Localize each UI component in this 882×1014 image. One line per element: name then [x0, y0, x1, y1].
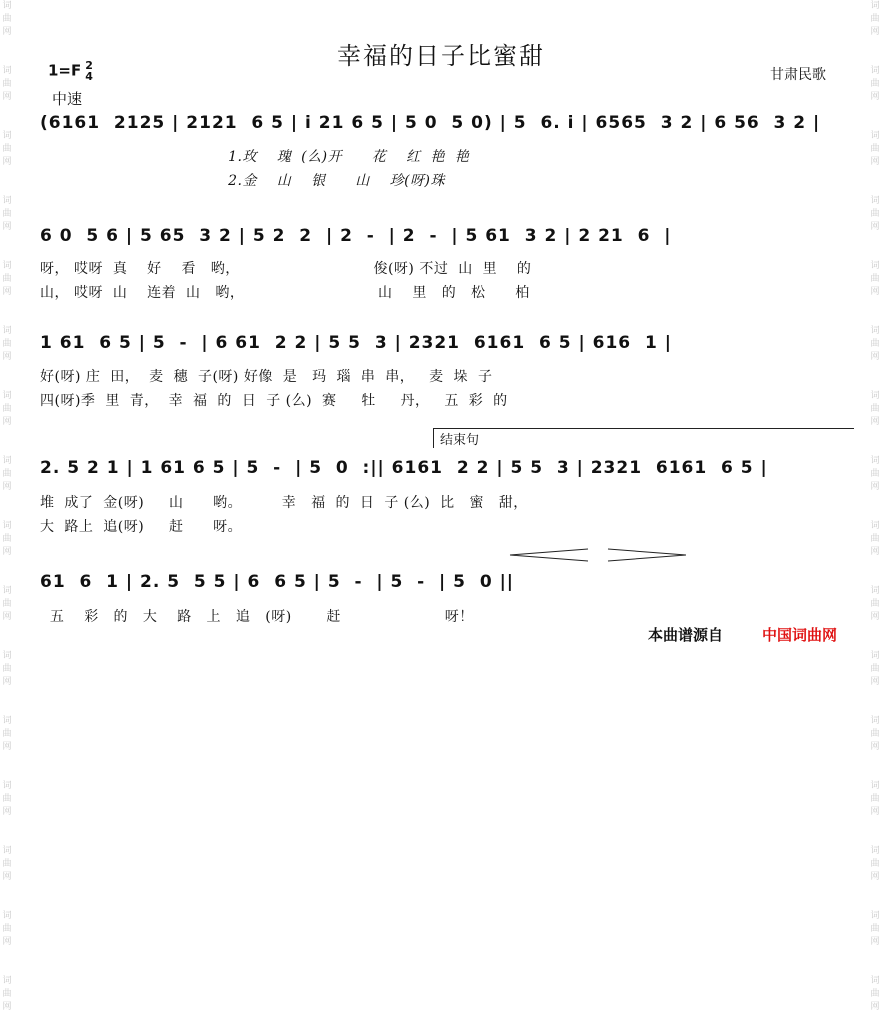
time-signature [85, 60, 93, 82]
notation-line-2: 6 0 5 6 | 5 65 3 2 | 5 2 2 | 2 - | 2 - | 5 61 3 2 | 2 21 6 | [40, 226, 672, 246]
time-denominator: 4 [85, 70, 93, 83]
key-text: 1=F [48, 61, 82, 80]
source-site-link[interactable]: 中国词曲网 [762, 626, 838, 644]
lyric-line-2-verse-2: 山， 哎呀 山 连着 山 哟， 山 里 的 松 柏 [40, 285, 530, 301]
lyric-line-3-verse-2: 四(呀)季 里 青， 幸 福 的 日 子 (么) 赛 牡 丹， 五 彩 的 [40, 393, 508, 409]
lyric-line-3-verse-1: 好(呀) 庄 田， 麦 穗 子(呀) 好像 是 玛 瑙 串 串， 麦 垛 子 [40, 369, 493, 385]
lyric-line-4-verse-2: 大 路上 追(呀) 赶 呀。 [40, 519, 243, 535]
ending-section-label: 结束句 [433, 428, 854, 448]
notation-line-3: 1 61 6 5 | 5 - | 6 61 2 2 | 5 5 3 | 2321 6161 6 5 | 616 1 | [40, 333, 672, 353]
lyric-line-1-verse-2: 2.金 山 银 山 珍(呀)珠 [40, 173, 445, 189]
tempo-marking: 中速 [52, 90, 83, 108]
lyric-line-1-verse-1: 1.玫 瑰 (么)开 花 红 艳 艳 [40, 149, 470, 165]
crescendo-decrescendo-marks [508, 548, 688, 562]
song-title: 幸福的日子比蜜甜 [337, 42, 545, 70]
lyric-line-2-verse-1: 呀， 哎呀 真 好 看 哟， 俊(呀) 不过 山 里 的 [40, 261, 532, 277]
source-label: 本曲谱源自 [648, 626, 724, 644]
watermark-right: 词 曲 网 词 曲 网 词 曲 网 词 曲 网 词 曲 网 词 曲 网 词 曲 网 词 曲 网 词 曲 网 词 曲 网 词 曲 网 词 曲 网 词 曲 网 词 曲 网 词 曲 网 词 曲 网 [870, 1, 880, 1012]
notation-line-4: 2. 5 2 1 | 1 61 6 5 | 5 - | 5 0 :|| 6161 2 2 | 5 5 3 | 2321 6161 6 5 | [40, 458, 768, 478]
lyric-line-5: 五 彩 的 大 路 上 追 (呀) 赶 呀！ [40, 609, 474, 625]
hairpin-graphic [508, 548, 688, 562]
lyric-line-4-verse-1: 堆 成了 金(呀) 山 哟。 幸 福 的 日 子 (么) 比 蜜 甜， [40, 495, 528, 511]
notation-line-5: 61 6 1 | 2. 5 5 5 | 6 6 5 | 5 - | 5 - | 5 0 || [40, 572, 515, 592]
time-numerator: 2 [85, 59, 93, 72]
song-origin: 甘肃民歌 [770, 67, 826, 83]
key-signature [48, 60, 93, 82]
watermark-left: 词 曲 网 词 曲 网 词 曲 网 词 曲 网 词 曲 网 词 曲 网 词 曲 网 词 曲 网 词 曲 网 词 曲 网 词 曲 网 词 曲 网 词 曲 网 词 曲 网 词 曲 网 词 曲 网 [2, 1, 12, 1012]
notation-line-1: (6161 2125 | 2121 6 5 | i 21 6 5 | 5 0 5 0) | 5 6. i | 6565 3 2 | 6 56 3 2 | [40, 113, 821, 133]
